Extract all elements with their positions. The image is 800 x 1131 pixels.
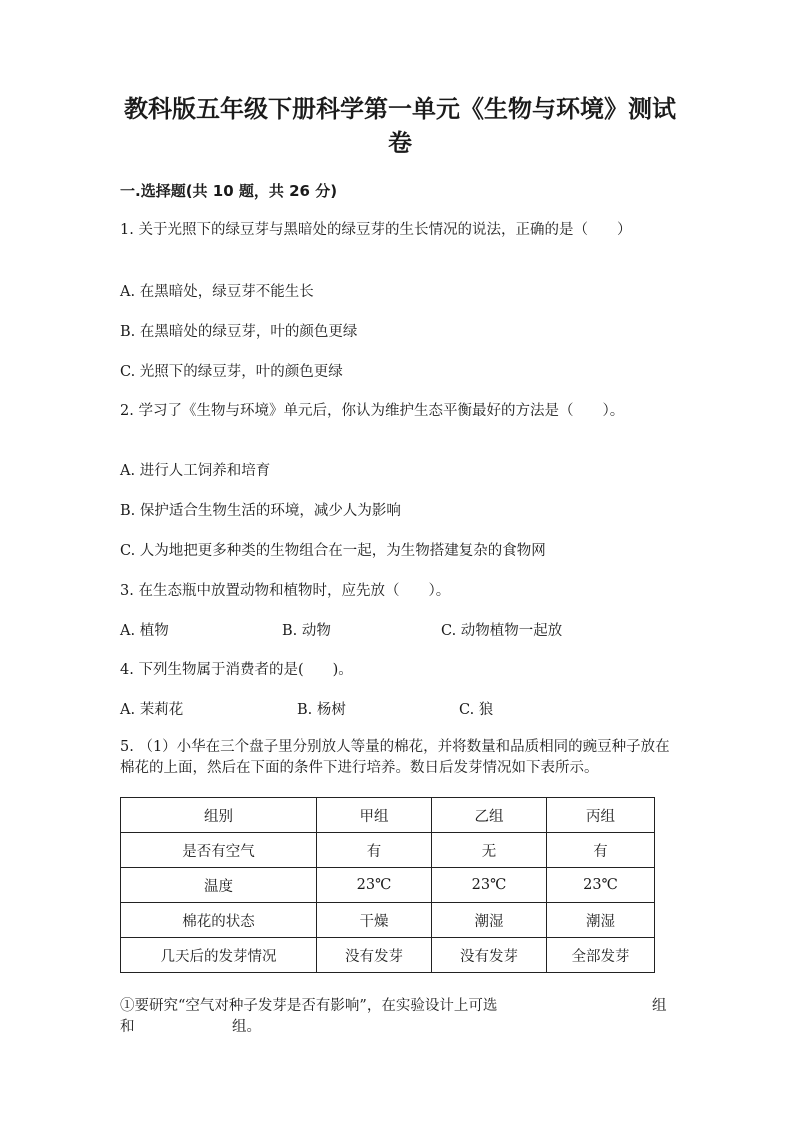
table-row — [121, 938, 655, 973]
question-2-stem: 2. 学习了《生物与环境》单元后，你认为维护生态平衡最好的方法是（ ）。 — [120, 403, 625, 419]
question-5-stem: 5. （1）小华在三个盘子里分别放人等量的棉花，并将数量和品质相同的豌豆种子放在棉花的上面，然后在下面的条件下进行培养。数日后发芽情况如下表所示。 — [120, 739, 670, 776]
question-3-option-b: B. 动物 — [282, 623, 331, 639]
table-cell: 全部发芽 — [547, 938, 655, 973]
question-2-option-a: A. 进行人工饲养和培育 — [120, 463, 271, 479]
question-1-option-b: B. 在黑暗处的绿豆芽，叶的颜色更绿 — [120, 324, 358, 340]
table-cell: 23℃ — [547, 868, 655, 903]
table-row — [121, 903, 655, 938]
table-header-row — [121, 798, 655, 833]
question-3-stem: 3. 在生态瓶中放置动物和植物时，应先放（ ）。 — [120, 583, 451, 599]
table-cell: 没有发芽 — [432, 938, 547, 973]
question-5-fill-zu: 组 — [652, 998, 667, 1014]
page-title: 教科版五年级下册科学第一单元《生物与环境》测试卷 — [124, 95, 676, 157]
table-cell: 有 — [317, 833, 432, 868]
question-3-option-a: A. 植物 — [120, 623, 169, 639]
table-header-cell: 组别 — [121, 798, 317, 833]
table-row — [121, 868, 655, 903]
question-4-option-c: C. 狼 — [459, 702, 494, 718]
table-cell: 棉花的状态 — [121, 903, 317, 938]
question-5-fill-he: 和 — [120, 1019, 135, 1035]
table-row — [121, 833, 655, 868]
question-2-option-c: C. 人为地把更多种类的生物组合在一起，为生物搭建复杂的食物网 — [120, 543, 546, 559]
question-1-stem: 1. 关于光照下的绿豆芽与黑暗处的绿豆芽的生长情况的说法，正确的是（ ） — [120, 222, 632, 238]
question-5-fill-zu-end: 组。 — [232, 1019, 261, 1035]
table-cell: 是否有空气 — [121, 833, 317, 868]
table-cell: 有 — [547, 833, 655, 868]
question-4-option-b: B. 杨树 — [297, 702, 346, 718]
table-cell: 干燥 — [317, 903, 432, 938]
table-cell: 几天后的发芽情况 — [121, 938, 317, 973]
question-5-fill-line: ①要研究“空气对种子发芽是否有影响”，在实验设计上可选 — [120, 998, 498, 1014]
table-cell: 没有发芽 — [317, 938, 432, 973]
table-cell: 23℃ — [432, 868, 547, 903]
table-header-cell: 甲组 — [317, 798, 432, 833]
section-heading: 一.选择题(共 10 题，共 26 分) — [120, 182, 338, 200]
question-4-option-a: A. 茉莉花 — [120, 702, 184, 718]
table-cell: 潮湿 — [547, 903, 655, 938]
question-3-option-c: C. 动物植物一起放 — [441, 623, 563, 639]
table-header-cell: 丙组 — [547, 798, 655, 833]
question-1-option-c: C. 光照下的绿豆芽，叶的颜色更绿 — [120, 364, 343, 380]
table-cell: 无 — [432, 833, 547, 868]
question-1-option-a: A. 在黑暗处，绿豆芽不能生长 — [120, 284, 314, 300]
table-cell: 潮湿 — [432, 903, 547, 938]
question-2-option-b: B. 保护适合生物生活的环境，减少人为影响 — [120, 503, 401, 519]
table-cell: 23℃ — [317, 868, 432, 903]
question-4-stem: 4. 下列生物属于消费者的是( )。 — [120, 662, 353, 678]
experiment-table — [120, 797, 655, 973]
table-header-cell: 乙组 — [432, 798, 547, 833]
table-cell: 温度 — [121, 868, 317, 903]
